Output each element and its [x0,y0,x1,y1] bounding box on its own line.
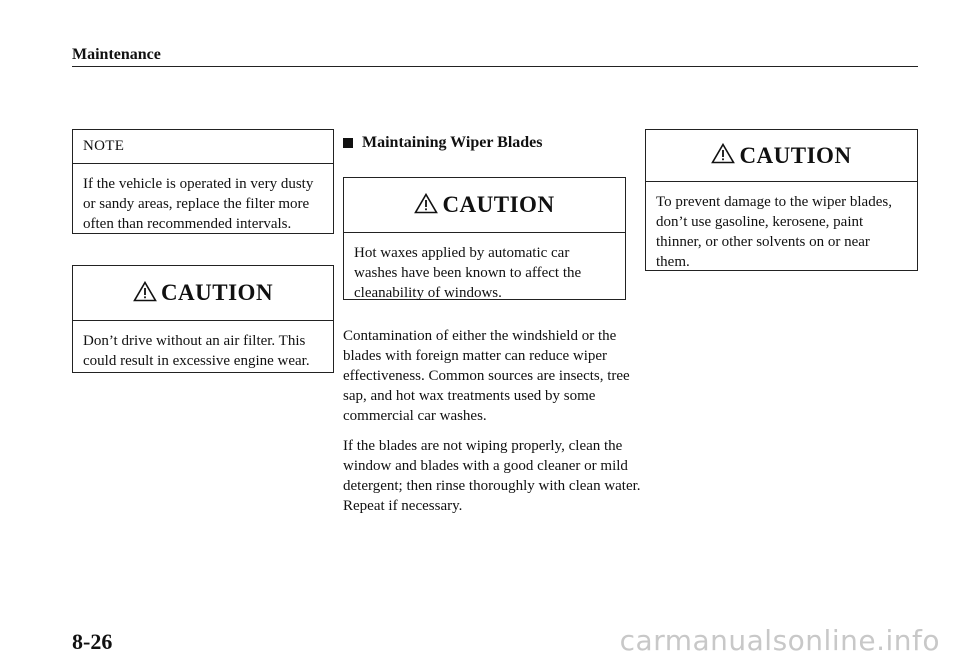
section-heading [343,134,542,152]
note-text: If the vehicle is operated in very dusty or sandy areas, replace the filter more often than recommended intervals. [83,176,314,232]
caution-label: CAUTION [442,192,555,217]
section-heading-text: Maintaining Wiper Blades [362,134,543,151]
warning-triangle-icon [711,143,735,164]
caution-box-solvents [645,129,918,271]
cleaning-paragraph: If the blades are not wiping properly, clean the window and blades with a good cleaner or mild detergent; then rinse thoroughly with clean water. Repeat if necessary. [343,438,641,514]
caution-box-hot-wax [343,177,626,300]
caution-label: CAUTION [160,280,274,305]
note-box [72,129,334,234]
caution-label: CAUTION [739,142,852,168]
caution-text: To prevent damage to the wiper blades, don’t use gasoline, kerosene, paint thinner, or other solvents on or near them. [656,194,892,270]
square-bullet-icon [343,138,353,148]
caution-text: Hot waxes applied by automatic car washes have been known to affect the cleanability of windows. [354,245,582,301]
header-rule [72,66,918,67]
note-label: NOTE [73,130,333,164]
warning-triangle-icon [414,193,438,214]
page-number: 8-26 [72,629,113,654]
warning-triangle-icon [133,281,157,302]
caution-box-air-filter [72,265,334,373]
watermark: carmanualsonline.info [619,624,940,657]
contamination-paragraph: Contamination of either the windshield or the blades with foreign matter can reduce wiper effectiveness. Common sources are insects, tree sap, and hot wax treatments used by some commercial car washes. [343,328,630,424]
caution-text: Don’t drive without an air filter. This could result in excessive engine wear. [83,333,310,369]
section-title: Maintenance [72,46,161,63]
